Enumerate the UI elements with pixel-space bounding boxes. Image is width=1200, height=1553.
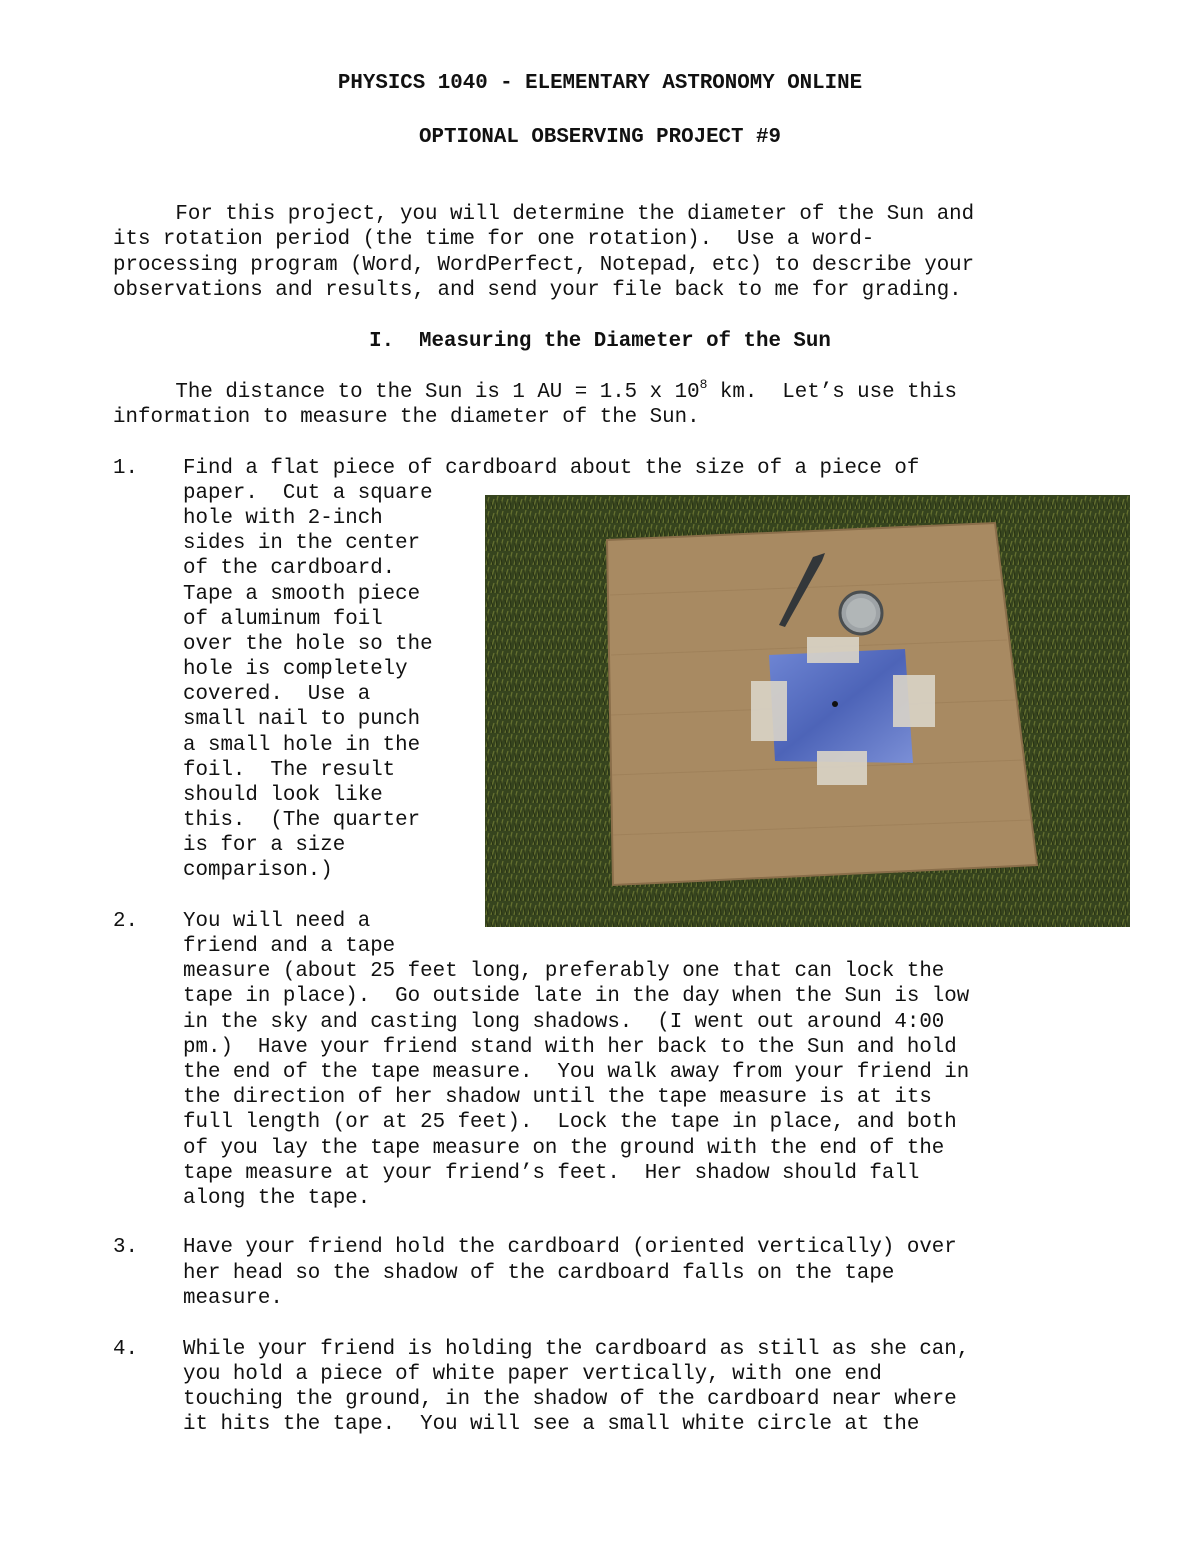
step-line: of aluminum foil [183, 608, 383, 631]
step-line: measure (about 25 feet long, preferably one that can lock the [183, 960, 945, 983]
step-line: Find a flat piece of cardboard about the size of a piece of [183, 457, 920, 480]
step-line: Tape a smooth piece [183, 583, 421, 606]
step-line: Have your friend hold the cardboard (oriented vertically) over [183, 1236, 957, 1259]
tape-top [807, 637, 859, 663]
distance-text: The distance to the Sun is 1 AU = 1.5 x 10 [113, 381, 700, 404]
step-line: should look like [183, 784, 383, 807]
step-line: along the tape. [183, 1187, 371, 1210]
step-line: You will need a [183, 910, 371, 933]
cardboard-pinhole-photo [485, 495, 1130, 927]
exponent: 8 [699, 377, 708, 392]
step-line: hole with 2-inch [183, 507, 383, 530]
distance-line-2: information to measure the diameter of the Sun. [113, 406, 700, 429]
step-line: of you lay the tape measure on the ground with the end of the [183, 1137, 945, 1160]
step-line: over the hole so the [183, 633, 433, 656]
distance-text-end: km. Let’s use this [707, 381, 957, 404]
step-line: paper. Cut a square [183, 482, 433, 505]
step-line: is for a size [183, 834, 346, 857]
step-line: foil. The result [183, 759, 396, 782]
step-line: this. (The quarter [183, 809, 421, 832]
intro-line: observations and results, and send your file back to me for grading. [113, 279, 962, 302]
step-line: comparison.) [183, 859, 333, 882]
step-line: While your friend is holding the cardboard as still as she can, [183, 1338, 970, 1361]
step-line: the end of the tape measure. You walk away from your friend in [183, 1061, 970, 1084]
step-line: friend and a tape [183, 935, 396, 958]
pinhole [832, 701, 838, 707]
step-line: pm.) Have your friend stand with her back to the Sun and hold [183, 1036, 957, 1059]
step-line: sides in the center [183, 532, 421, 555]
step-line: it hits the tape. You will see a small white circle at the [183, 1413, 920, 1436]
tape-right [893, 675, 935, 727]
step-number: 2. [113, 910, 138, 933]
step-line: hole is completely [183, 658, 408, 681]
step-line: you hold a piece of white paper vertically, with one end [183, 1363, 882, 1386]
tape-bottom [817, 751, 867, 785]
distance-line [113, 377, 957, 405]
step-number: 1. [113, 457, 138, 480]
tape-left [751, 681, 787, 741]
step-line: a small hole in the [183, 734, 421, 757]
step-line: the direction of her shadow until the tape measure is at its [183, 1086, 932, 1109]
step-line: small nail to punch [183, 708, 421, 731]
step-line: full length (or at 25 feet). Lock the tape in place, and both [183, 1111, 957, 1134]
document-subtitle: OPTIONAL OBSERVING PROJECT #9 [419, 126, 781, 149]
step-line: her head so the shadow of the cardboard falls on the tape [183, 1262, 895, 1285]
step-number: 3. [113, 1236, 138, 1259]
document-title: PHYSICS 1040 - ELEMENTARY ASTRONOMY ONLINE [337, 72, 863, 95]
step-line: of the cardboard. [183, 557, 396, 580]
step-line: covered. Use a [183, 683, 371, 706]
intro-line: For this project, you will determine the diameter of the Sun and [113, 203, 975, 226]
step-number: 4. [113, 1338, 138, 1361]
step-line: tape in place). Go outside late in the day when the Sun is low [183, 985, 970, 1008]
step-line: touching the ground, in the shadow of the cardboard near where [183, 1388, 957, 1411]
section-heading: I. Measuring the Diameter of the Sun [369, 330, 831, 353]
aluminum-foil [769, 649, 913, 763]
step-line: tape measure at your friend’s feet. Her shadow should fall [183, 1162, 920, 1185]
intro-line: its rotation period (the time for one rotation). Use a word- [113, 228, 875, 251]
step-line: measure. [183, 1287, 283, 1310]
step-line: in the sky and casting long shadows. (I went out around 4:00 [183, 1011, 945, 1034]
intro-line: processing program (Word, WordPerfect, Notepad, etc) to describe your [113, 254, 975, 277]
